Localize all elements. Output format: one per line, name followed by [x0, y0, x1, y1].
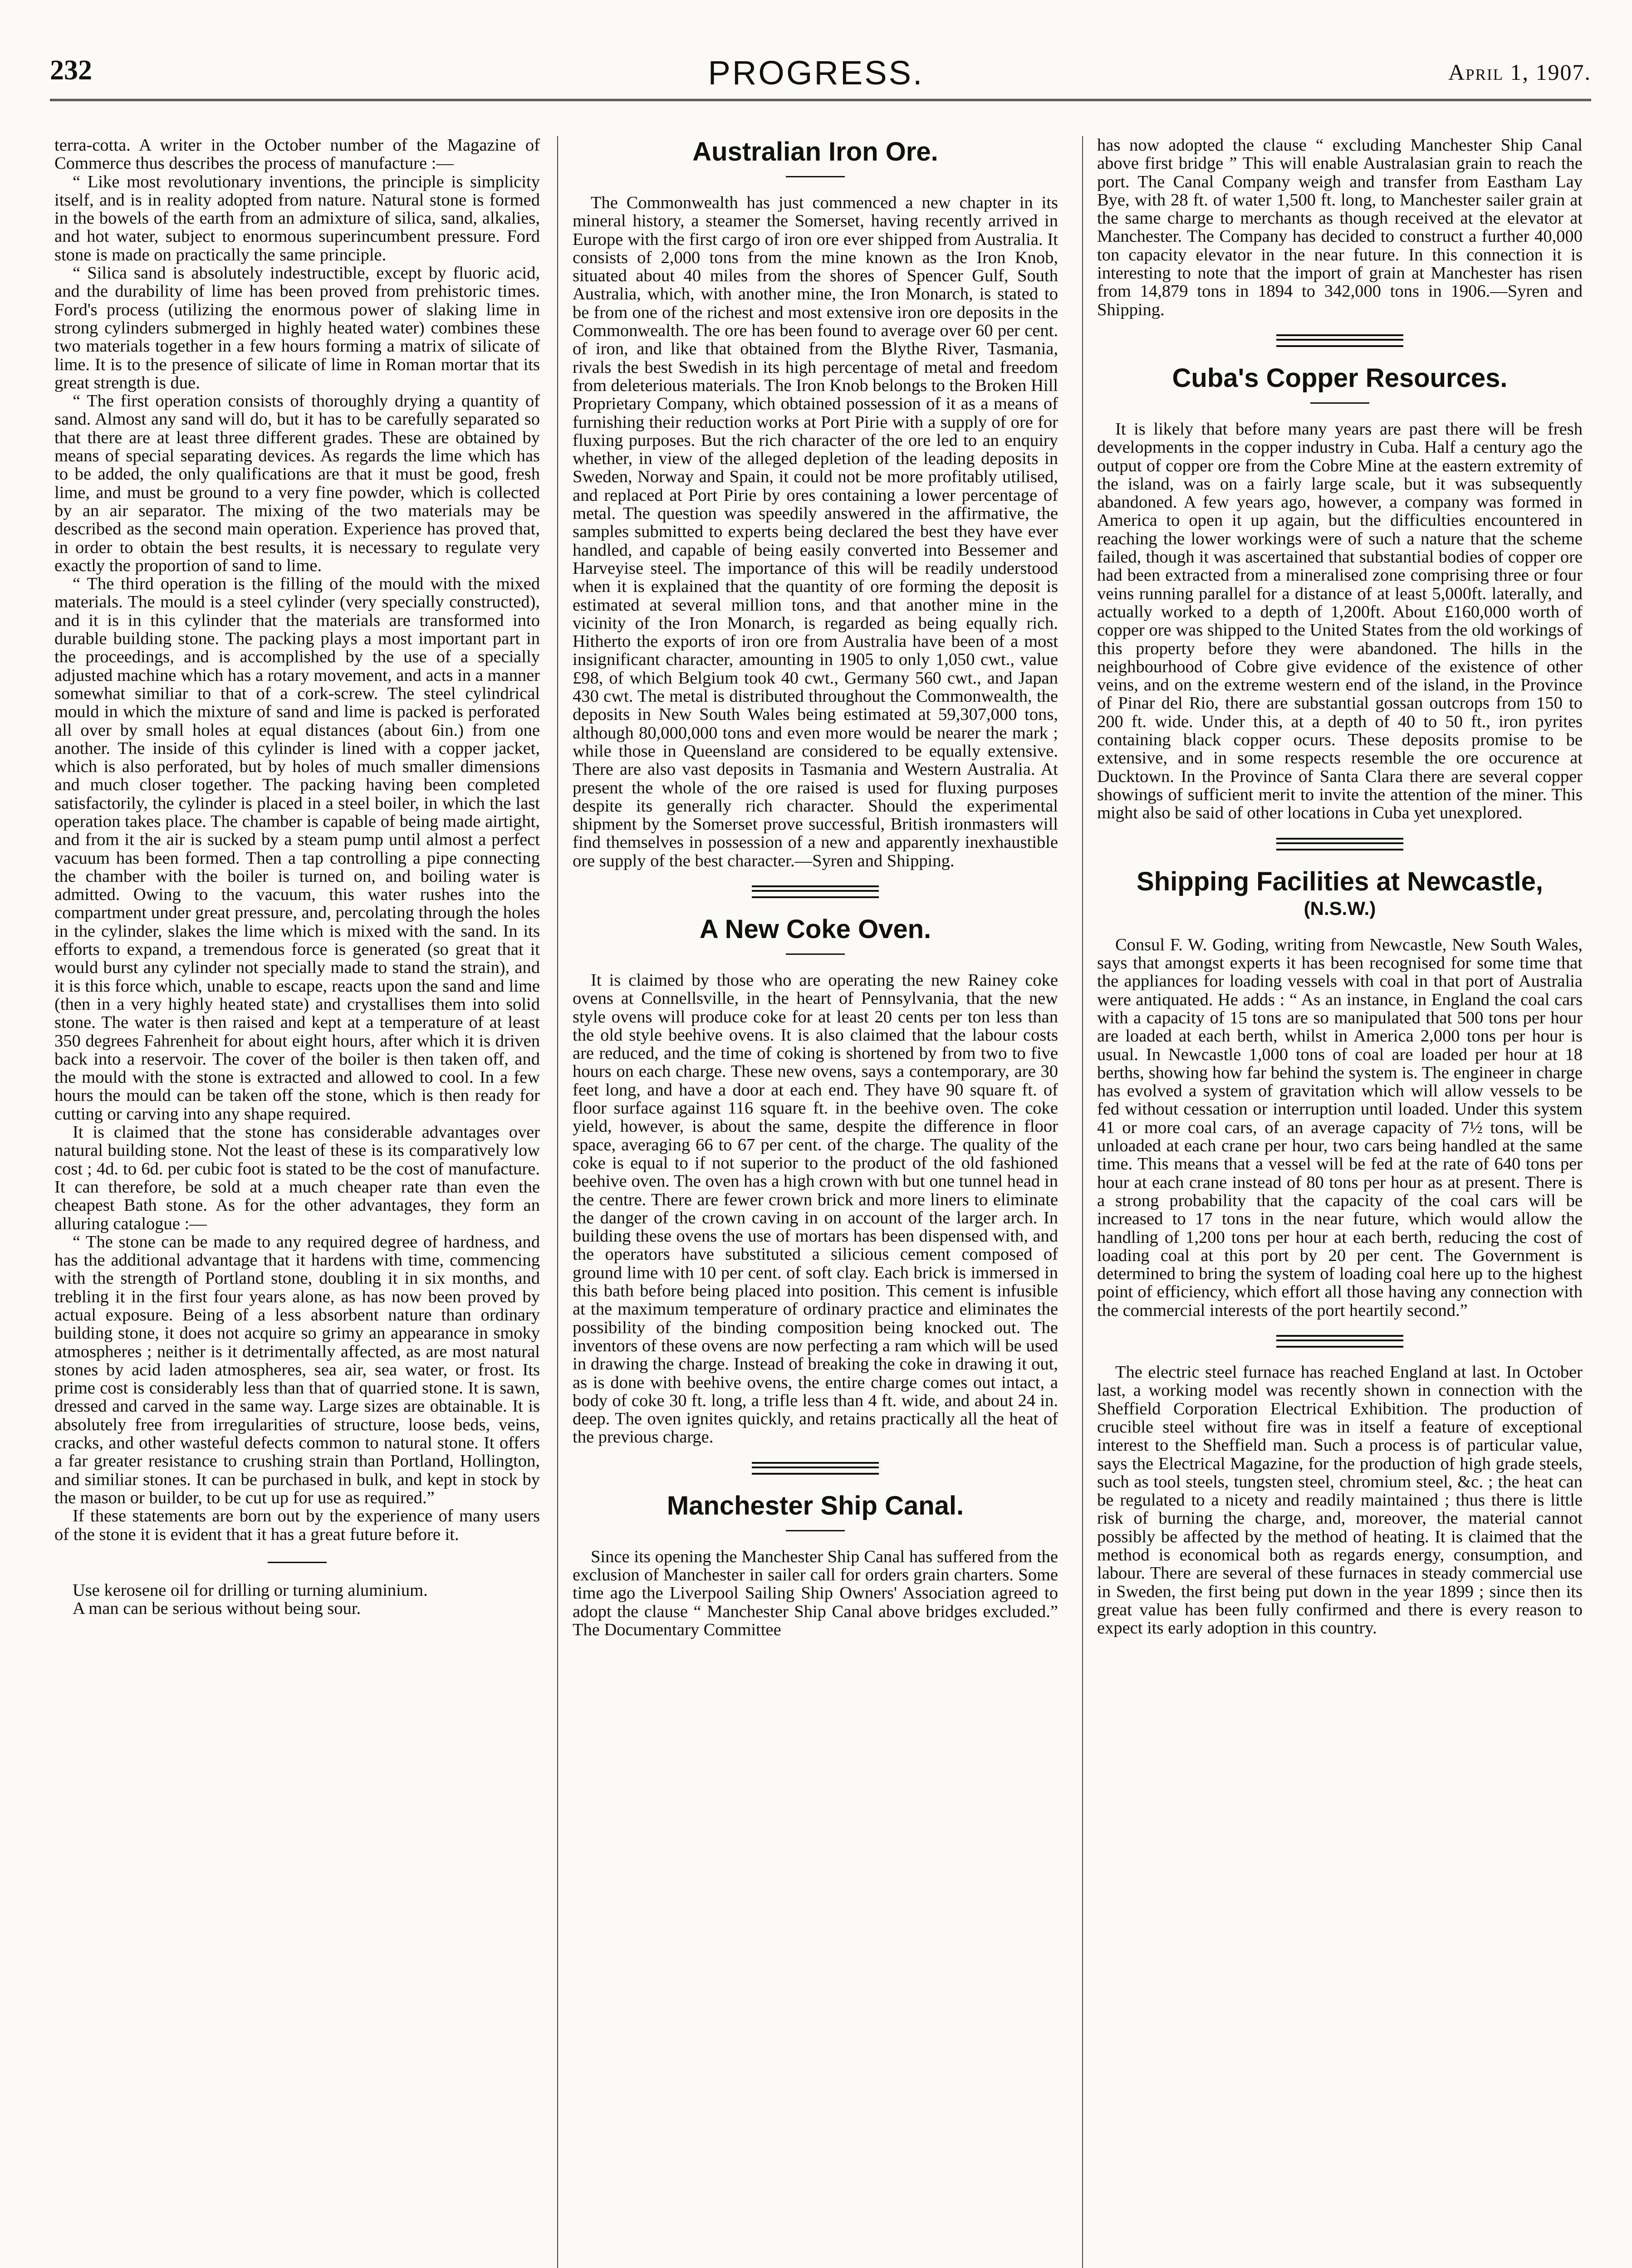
publication-title: PROGRESS.	[708, 54, 924, 92]
article-subheading: (N.S.W.)	[1304, 897, 1376, 919]
article-heading: Cuba's Copper Resources.	[1172, 363, 1508, 393]
page-number: 232	[50, 55, 92, 86]
column-divider	[1082, 136, 1083, 2268]
column-2	[573, 136, 1058, 1639]
heading-rule	[786, 953, 845, 955]
paragraph: It is likely that before many years are past there will be fresh developments in the copper industry in Cuba. Half a century ago the output of copper ore from the Cobre Mine at the eastern extremity of the island, was on a fairly large scale, but it was subsequently abandoned. A few years ago, however, a company was formed in America to open it up again, but the difficulties encountered in reaching the lower workings were of such a nature that the scheme failed, though it was ascertained that substantial bodies of copper ore had been extracted from a mineralised zone comprising three or four veins running parallel for a distance of at least 5,000ft. laterally, and actually worked to a depth of 1,200ft. About £160,000 worth of copper ore was shipped to the United States from the old workings of this property before they were abandoned. The hills in the neighbourhood of Cobre give evidence of the existence of other veins, and on the extreme western end of the island, in the Province of Pinar del Rio, there are substantial gossan outcrops from 150 to 200 ft. wide. Under this, at a depth of 40 to 50 ft., iron pyrites containing black copper ocurs. These deposits promise to be extensive, and in some respects resemble the ore occurence at Ducktown. In the Province of Santa Clara there are several copper showings of sufficient merit to invite the attention of the miner. This might also be said of other locations in Cuba yet unexplored.	[1097, 419, 1583, 823]
article-heading: Australian Iron Ore.	[692, 137, 938, 166]
heading-rule	[786, 1530, 845, 1531]
column-3	[1097, 136, 1583, 1637]
page-header	[0, 41, 1632, 104]
paragraph: “ Like most revolutionary inventions, the principle is simplicity itself, and is in reality adopted from nature. Natural stone is formed in the bowels of the earth from an admixture of silica, sand, alkalies, and hot water, subject to enormous superincumbent pressure. Ford stone is made on practically the same principle.	[54, 172, 540, 264]
paragraph: Consul F. W. Goding, writing from Newcastle, New South Wales, says that amongst experts it has been recognised for some time that the appliances for loading vessels with coal in that port of Australia were antiquated. He adds : “ As an instance, in England the coal cars with a capacity of 15 tons are so manipulated that 500 tons per hour are loaded at each berth, whilst in America 2,000 tons per hour is usual. In Newcastle 1,000 tons of coal are loaded per hour at 18 berths, showing how far behind the system is. The engineer in charge has evolved a system of gravitation which will allow vessels to be fed without cessation or interruption until loaded. Under this system 41 or more coal cars, of an average capacity of 7½ tons, will be unloaded at each crane per hour, two cars being handled at the same time. This means that a vessel will be fed at the rate of 640 tons per hour at each crane instead of 80 tons per hour as at present. There is a strong probability that the capacity of the coal cars will be increased to 17 tons in the near future, which would allow the handling of 1,200 tons per hour at each berth, reducing the cost of loading coal at this port by 20 per cent. The Government is determined to bring the system of loading coal here up to the highest point of efficiency, which effort all those having any connection with the commercial interests of the port heartily second.”	[1097, 935, 1583, 1320]
article-heading: Manchester Ship Canal.	[667, 1491, 964, 1520]
section-ornament	[752, 1462, 879, 1475]
paragraph: The electric steel furnace has reached England at last. In October last, a working model was recently shown in connection with the Sheffield Corporation Electrical Exhibition. The production of crucible steel without fire was in itself a feature of exceptional interest to the Sheffield man. Such a process is of particular value, says the Electrical Magazine, for the production of high grade steels, such as tool steels, tungsten steel, chromium steel, &c. ; the heat can be regulated to a nicety and readily maintained ; thus there is little risk of burning the charge, and, moreover, the material cannot possibly be affected by the method of heating. It is claimed that the method is economical both as regards energy, consumption, and labour. There are several of these furnaces in steady commercial use in Sweden, the first being put down in the year 1899 ; since then its great value has been fully confirmed and there is every reason to expect its early adoption in this country.	[1097, 1363, 1583, 1638]
paragraph: It is claimed that the stone has considerable advantages over natural building stone. Not the least of these is its comparatively low cost ; 4d. to 6d. per cubic foot is stated to be the cost of manufacture. It can therefore, be sold at a much cheaper rate than even the cheapest Bath stone. As for the other advantages, they form an alluring catalogue :—	[54, 1123, 540, 1233]
paragraph: “ The first operation consists of thoroughly drying a quantity of sand. Almost any sand will do, but it has to be carefully separated so that there are at least three different grades. These are obtained by means of special separating devices. As regards the lime which has to be added, the only qualifications are that it must be good, fresh lime, and must be ground to a very fine powder, which is collected by an air separator. The mixing of the two materials may be described as the second main operation. Experience has proved that, in order to obtain the best results, it is necessary to regulate very exactly the proportion of sand to lime.	[54, 391, 540, 575]
section-ornament	[1276, 838, 1403, 850]
article-heading: Shipping Facilities at Newcastle,	[1136, 866, 1544, 896]
header-rule	[50, 99, 1591, 101]
heading-rule	[1310, 402, 1369, 404]
paragraph: Since its opening the Manchester Ship Canal has suffered from the exclusion of Manchester in sailer call for orders grain charters. Some time ago the Liverpool Sailing Ship Owners' Association agreed to adopt the clause “ Manchester Ship Canal above bridges excluded.” The Documentary Committee	[573, 1547, 1058, 1639]
filler-note: Use kerosene oil for drilling or turning aluminium.	[73, 1580, 428, 1600]
separator-rule	[268, 1562, 327, 1563]
paragraph: If these statements are born out by the experience of many users of the stone it is evident that it has a great future before it.	[54, 1506, 540, 1544]
paragraph: “ The stone can be made to any required degree of hardness, and has the additional advantage that it hardens with time, commencing with the strength of Portland stone, doubling it in six months, and trebling it in the first four years alone, as has now been proved by actual exposure. Being of a less absorbent nature than ordinary building stone, it does not acquire so grimy an appearance in smoky atmospheres ; neither is it detrimentally affected, as are most natural stones by acid laden atmospheres, sea air, sea water, or frost. Its prime cost is considerably less than that of quarried stone. It is sawn, dressed and carved in the same way. Large sizes are obtainable. It is absolutely free from irregularities of structure, loose beds, veins, cracks, and other wasteful defects common to natural stone. It offers a far greater resistance to crushing strain than Portland, Hollington, and similiar stones. It can be purchased in bulk, and kept in stock by the mason or builder, to be cut up for use as required.”	[54, 1232, 540, 1507]
article-heading: A New Coke Oven.	[699, 914, 931, 944]
paragraph: The Commonwealth has just commenced a new chapter in its mineral history, a steamer the Somerset, having recently arrived in Europe with the first cargo of iron ore ever shipped from Australia. It consists of 2,000 tons from the mine known as the Iron Knob, situated about 40 miles from the shores of Spencer Gulf, South Australia, which, with another mine, the Iron Monarch, is stated to be from one of the richest and most extensive iron ore deposits in the Commonwealth. The ore has been found to average over 60 per cent. of iron, and like that obtained from the Blythe River, Tasmania, rivals the best Swedish in its high percentage of metal and freedom from deleterious materials. The Iron Knob belongs to the Broken Hill Proprietary Company, which obtained possession of it as a means of furnishing their reduction works at Port Pirie with a supply of ore for fluxing purposes. But the rich character of the ore led to an enquiry whether, in view of the alleged depletion of the leading deposits in Sweden, Norway and Spain, it could not be more profitably utilised, and replaced at Port Pirie by ores containing a lower percentage of metal. The question was speedily answered in the affirmative, the samples submitted to experts being declared the best they have ever handled, and capable of being easily converted into Bessemer and Harveyise steel. The importance of this will be readily understood when it is explained that the quantity of ore forming the deposit is estimated at several million tons, and that another mine in the vicinity of the Iron Monarch, is regarded as being equally rich. Hitherto the exports of iron ore from Australia have been of a most insignificant character, amounting in 1905 to only 1,050 cwt., value £98, of which Belgium took 40 cwt., Germany 560 cwt., and Japan 430 cwt. The metal is distributed throughout the Commonwealth, the deposits in New South Wales being estimated at 59,307,000 tons, although 80,000,000 tons and even more would be nearer the mark ; while those in Queensland are considered to be equally extensive. There are also vast deposits in Tasmania and Western Australia. At present the whole of the ore raised is used for fluxing purposes despite its generally rich character. Should the experimental shipment by the Somerset prove successful, British ironmasters will find themselves in possession of a new and apparently inexhaustible ore supply of the best character.—Syren and Shipping.	[573, 193, 1058, 870]
paragraph: It is claimed by those who are operating the new Rainey coke ovens at Connellsville, in the heart of Pennsylvania, that the new style ovens will produce coke for at least 20 cents per ton less than the old style beehive ovens. It is also claimed that the labour costs are reduced, and the time of coking is shortened by from two to five hours on each charge. These new ovens, says a contemporary, are 30 feet long, and have a door at each end. They have 90 square ft. of floor surface against 116 square ft. in the beehive oven. The coke yield, however, is about the same, despite the difference in floor space, averaging 66 to 67 per cent. of the charge. The quality of the coke is equal to if not superior to the product of the old fashioned beehive oven. The oven has a high crown with but one tunnel head in the centre. There are fewer crown brick and more liners to eliminate the danger of the crown caving in on account of the larger arch. In building these ovens the use of mortars has been dispensed with, and the operators have substituted a silicious cement composed of ground lime with 10 per cent. of soft clay. Each brick is immersed in this bath before being placed into position. This cement is infusible at the maximum temperature of ordinary practice and eliminates the possibility of the binding composition being knocked out. The inventors of these ovens are now perfecting a ram which will be used in drawing the charge. Instead of breaking the coke in drawing it out, as is done with beehive ovens, the entire charge comes out intact, a body of coke 30 ft. long, a trifle less than 4 ft. wide, and about 24 in. deep. The oven ignites quickly, and retains practically all the heat of the previous charge.	[573, 970, 1058, 1447]
paragraph: “ The third operation is the filling of the mould with the mixed materials. The mould is a steel cylinder (very specially constructed), and it is in this cylinder that the materials are transformed into durable building stone. The packing plays a most important part in the proceedings, and is accomplished by the use of a specially adjusted machine which has a rotary movement, and acts in a manner somewhat similiar to that of a cork-screw. The steel cylindrical mould in which the mixture of sand and lime is packed is perforated all over by small holes at equal distances (about 6in.) from one another. The inside of this cylinder is lined with a copper jacket, which is also perforated, but by holes of much smaller dimensions and much closer together. The packing having been completed satisfactorily, the cylinder is placed in a steel boiler, in which the last operation takes place. The chamber is capable of being made airtight, and from it the air is sucked by a steam pump until almost a perfect vacuum has been formed. Then a tap controlling a pipe connecting the chamber with the boiler is turned on, and boiling water is admitted. Owing to the vacuum, this water rushes into the compartment under great pressure, and, percolating through the holes in the cylinder, slakes the lime which is mixed with the sand. In its efforts to expand, a tremendous force is generated (so great that it would burst any cylinder not specially made to stand the strain), and it is this force which, unable to escape, reacts upon the sand and lime (then in a very highly heated state) and crystallises them into solid stone. The water is then raised and kept at a temperature of at least 350 degrees Fahrenheit for about eight hours, after which it is driven back into a reservoir. The cover of the boiler is then taken off, and the mould with the stone is extracted and allowed to cool. In a few hours the mould can be taken off the stone, which is then ready for cutting or carving into any shape required.	[54, 574, 540, 1124]
section-ornament	[752, 885, 879, 898]
paragraph: terra-cotta. A writer in the October number of the Magazine of Commerce thus describes the process of manufacture :—	[54, 136, 540, 173]
issue-date: April 1, 1907.	[1448, 59, 1591, 85]
paragraph: has now adopted the clause “ excluding Manchester Ship Canal above first bridge ” This will enable Australasian grain to reach the port. The Canal Company weigh and transfer from Eastham Lay Bye, with 28 ft. of water 1,500 ft. long, to Manchester sailer grain at the same charge to merchants as though received at the elevator at Manchester. The Company has decided to construct a further 40,000 ton capacity elevator in the near future. In this connection it is interesting to note that the import of grain at Manchester has risen from 14,879 tons in 1894 to 342,000 tons in 1906.—Syren and Shipping.	[1097, 136, 1583, 319]
section-ornament	[1276, 334, 1403, 347]
column-1	[54, 136, 540, 1618]
section-ornament	[1276, 1335, 1403, 1348]
heading-rule	[786, 176, 845, 177]
column-divider	[557, 136, 558, 2268]
paragraph: “ Silica sand is absolutely indestructible, except by fluoric acid, and the durability of lime has been proved from prehistoric times. Ford's process (utilizing the enormous power of slaking lime in strong cylinders submerged in highly heated water) combines these two materials together in a few hours forming a matrix of silicate of lime. It is to the presence of silicate of lime in Roman mortar that its great strength is due.	[54, 264, 540, 392]
filler-note: A man can be serious without being sour.	[73, 1599, 361, 1618]
